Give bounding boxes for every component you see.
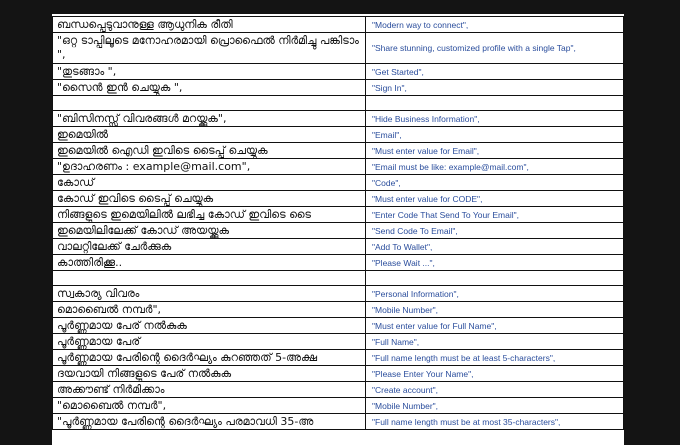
table-row xyxy=(53,111,624,127)
malayalam-cell: "പൂർണ്ണമായ പേരിന്റെ ദൈർഘ്യം പരമാവധി 35-അ xyxy=(53,414,366,430)
malayalam-cell: പൂർണ്ണമായ പേരിന്റെ ദൈർഘ്യം കുറഞ്ഞത് 5-അക്ഷ xyxy=(53,350,366,366)
table-row xyxy=(53,255,624,271)
english-cell: "Sign In", xyxy=(366,80,624,96)
malayalam-cell: "സൈൻ ഇൻ ചെയ്യുക ", xyxy=(53,80,366,96)
malayalam-cell: ഇമെയിലിലേക്ക് കോഡ് അയയ്ക്കുക xyxy=(53,223,366,239)
english-cell: "Code", xyxy=(366,175,624,191)
english-cell: "Hide Business Information", xyxy=(366,111,624,127)
malayalam-cell: ദയവായി നിങ്ങളുടെ പേര് നൽകുക xyxy=(53,366,366,382)
malayalam-cell: ഇമെയിൽ xyxy=(53,127,366,143)
malayalam-cell xyxy=(53,96,366,111)
malayalam-cell: സ്വകാര്യ വിവരം xyxy=(53,286,366,302)
english-cell: "Add To Wallet", xyxy=(366,239,624,255)
malayalam-cell: പൂർണ്ണമായ പേര് നൽകുക xyxy=(53,318,366,334)
english-cell: "Email", xyxy=(366,127,624,143)
table-row xyxy=(53,80,624,96)
malayalam-cell: "തുടങ്ങാം ", xyxy=(53,64,366,80)
english-cell: "Please Enter Your Name", xyxy=(366,366,624,382)
table-row xyxy=(53,334,624,350)
translation-table xyxy=(52,16,624,430)
document-page xyxy=(52,14,624,445)
table-row xyxy=(53,17,624,33)
malayalam-cell: പൂർണ്ണമായ പേര് xyxy=(53,334,366,350)
malayalam-cell: "മൊബൈൽ നമ്പർ", xyxy=(53,398,366,414)
malayalam-cell: കോഡ് xyxy=(53,175,366,191)
table-row xyxy=(53,414,624,430)
english-cell: "Full name length must be at least 5-characters", xyxy=(366,350,624,366)
english-cell: "Create account", xyxy=(366,382,624,398)
malayalam-cell: "ബിസിനസ്സ് വിവരങ്ങൾ മറയ്ക്കുക", xyxy=(53,111,366,127)
table-row-blank xyxy=(53,271,624,286)
english-cell: "Share stunning, customized profile with a single Tap", xyxy=(366,33,624,64)
malayalam-cell: ഇമെയിൽ ഐഡി ഇവിടെ ടൈപ്പ് ചെയ്യുക xyxy=(53,143,366,159)
table-row xyxy=(53,350,624,366)
table-row xyxy=(53,127,624,143)
english-cell: "Email must be like: example@mail.com", xyxy=(366,159,624,175)
table-row xyxy=(53,366,624,382)
malayalam-cell: കോഡ് ഇവിടെ ടൈപ്പ് ചെയ്യുക xyxy=(53,191,366,207)
table-row xyxy=(53,33,624,64)
english-cell: "Send Code To Email", xyxy=(366,223,624,239)
english-cell: "Personal Information", xyxy=(366,286,624,302)
malayalam-cell: കാത്തിരിക്കൂ.. xyxy=(53,255,366,271)
malayalam-cell xyxy=(53,33,366,64)
english-cell: "Full name length must be at most 35-characters", xyxy=(366,414,624,430)
table-row xyxy=(53,318,624,334)
english-cell: "Full Name", xyxy=(366,334,624,350)
english-cell: "Enter Code That Send To Your Email", xyxy=(366,207,624,223)
english-cell xyxy=(366,96,624,111)
english-cell: "Must enter value for CODE", xyxy=(366,191,624,207)
table-row xyxy=(53,398,624,414)
table-row xyxy=(53,382,624,398)
table-row xyxy=(53,143,624,159)
malayalam-text: "ഒറ്റ ടാപ്പിലൂടെ മനോഹരമായി പ്രൊഫൈൽ നിർമിച്ചു പങ്കിടാം ", xyxy=(57,34,359,61)
english-cell: "Modern way to connect", xyxy=(366,17,624,33)
malayalam-cell: അക്കൗണ്ട് നിർമിക്കാം xyxy=(53,382,366,398)
malayalam-cell: "ഉദാഹരണം : example@mail.com", xyxy=(53,159,366,175)
table-row xyxy=(53,286,624,302)
table-row xyxy=(53,239,624,255)
table-row-blank xyxy=(53,96,624,111)
table-row xyxy=(53,302,624,318)
english-cell: "Must enter value for Email", xyxy=(366,143,624,159)
english-cell: "Please Wait ...", xyxy=(366,255,624,271)
table-row xyxy=(53,223,624,239)
english-cell xyxy=(366,271,624,286)
table-row xyxy=(53,175,624,191)
malayalam-cell: മൊബൈൽ നമ്പർ", xyxy=(53,302,366,318)
table-row xyxy=(53,207,624,223)
table-row xyxy=(53,159,624,175)
english-cell: "Mobile Number", xyxy=(366,302,624,318)
english-cell: "Get Started", xyxy=(366,64,624,80)
malayalam-cell xyxy=(53,271,366,286)
english-cell: "Must enter value for Full Name", xyxy=(366,318,624,334)
malayalam-cell: ബന്ധപ്പെടുവാനുള്ള ആധുനിക രീതി xyxy=(53,17,366,33)
table-row xyxy=(53,191,624,207)
english-cell: "Mobile Number", xyxy=(366,398,624,414)
table-row xyxy=(53,64,624,80)
malayalam-cell: നിങ്ങളുടെ ഇമെയിലിൽ ലഭിച്ച കോഡ് ഇവിടെ ടൈ xyxy=(53,207,366,223)
malayalam-cell: വാലറ്റിലേക്ക് ചേർക്കുക xyxy=(53,239,366,255)
